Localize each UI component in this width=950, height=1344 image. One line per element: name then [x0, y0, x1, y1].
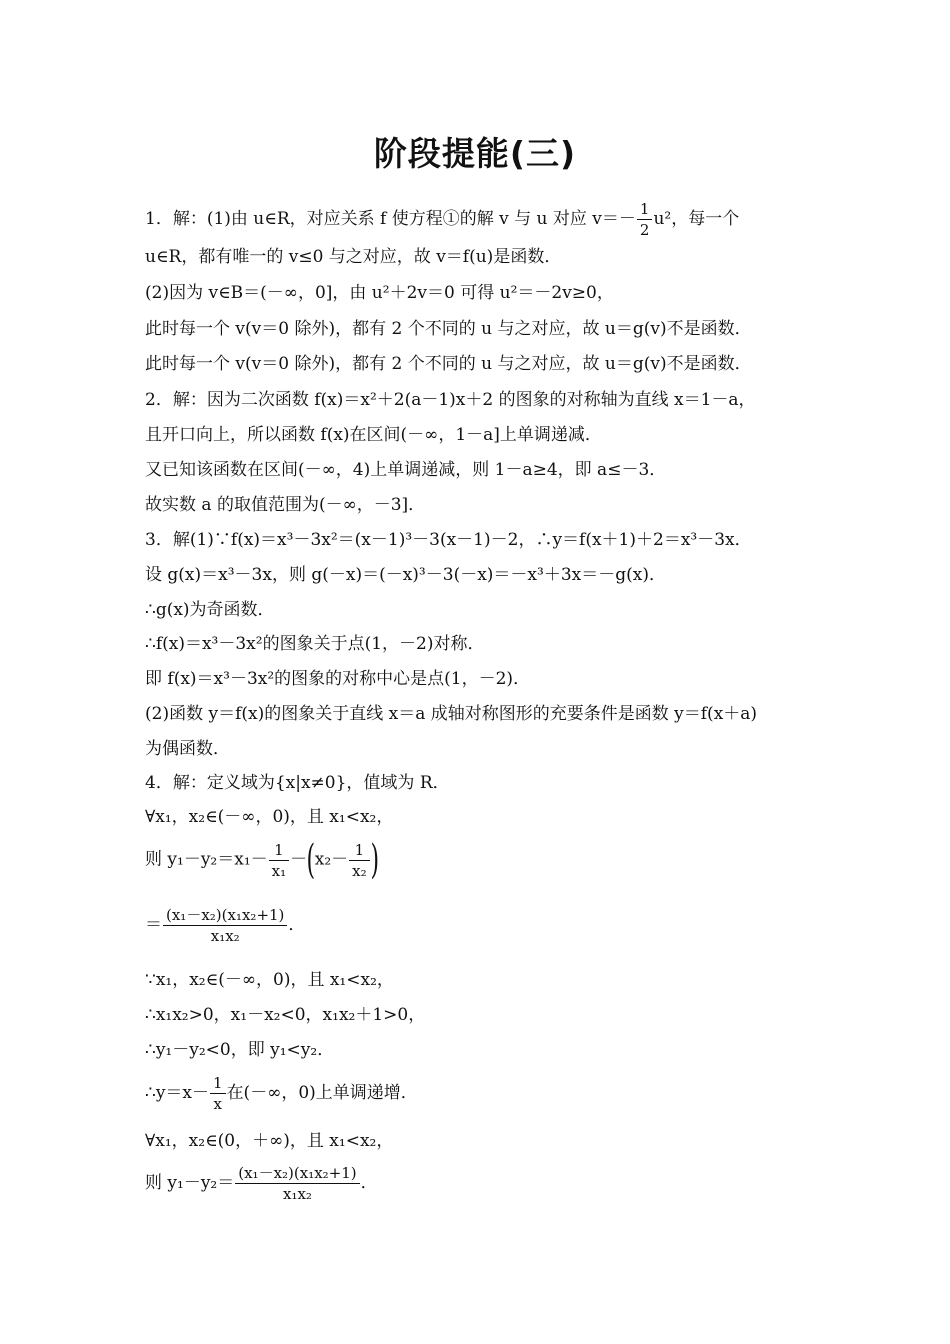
text-line-17: 4．解：定义域为{x|x≠0}，值域为 R．	[145, 773, 450, 793]
line-19-inner-text: x₂－	[314, 849, 349, 870]
line-19-text-a: 则 y₁－y₂＝x₁－	[145, 849, 268, 870]
text-line-16: 为偶函数．	[145, 739, 230, 759]
line-20-text-a: ＝	[145, 915, 162, 935]
text-line-7: 且开口向上，所以函数 f(x)在区间(－∞，1－a]上单调递减．	[145, 425, 602, 445]
text-line-13: ∴f(x)＝x³－3x²的图象关于点(1，－2)对称．	[145, 634, 485, 654]
fraction-numerator: 1	[637, 200, 653, 220]
text-line-20	[145, 906, 825, 945]
text-line-18: ∀x₁，x₂∈(－∞，0)，且 x₁<x₂，	[145, 807, 394, 827]
minus-sign: －	[290, 849, 308, 870]
text-line-1	[145, 200, 825, 239]
text-line-14: 即 f(x)＝x³－3x²的图象的对称中心是点(1，－2)．	[145, 669, 531, 689]
text-line-2: u∈R，都有唯一的 v≤0 与之对应，故 v＝f(u)是函数．	[145, 247, 562, 267]
fraction-denominator: x₁x₂	[210, 927, 240, 945]
text-line-26	[145, 1164, 825, 1203]
text-line-6: 2．解：因为二次函数 f(x)＝x²＋2(a－1)x＋2 的图象的对称轴为直线 x＝1－a，	[145, 390, 756, 410]
fraction-denominator: x₁	[271, 861, 287, 880]
text-line-21: ∵x₁，x₂∈(－∞，0)，且 x₁<x₂，	[145, 970, 394, 990]
text-line-23: ∴y₁－y₂<0，即 y₁<y₂．	[145, 1040, 335, 1060]
text-line-3: (2)因为 v∈B＝(－∞，0]，由 u²＋2v＝0 可得 u²＝－2v≥0，	[145, 283, 614, 303]
fraction-1-over-x	[210, 1074, 226, 1113]
fraction-denominator: x₁x₂	[282, 1185, 312, 1203]
line-20-text-b: ．	[288, 915, 306, 935]
text-line-10: 3．解(1)∵f(x)＝x³－3x²＝(x－1)³－3(x－1)－2，∴y＝f(x＋1)＋2＝x³－3x．	[145, 530, 752, 550]
text-line-12: ∴g(x)为奇函数．	[145, 600, 275, 620]
right-paren: )	[370, 837, 379, 883]
text-line-15: (2)函数 y＝f(x)的图象关于直线 x＝a 成轴对称图形的充要条件是函数 y＝f(x＋a)	[145, 704, 758, 724]
text-line-11: 设 g(x)＝x³－3x，则 g(－x)＝(－x)³－3(－x)＝－x³＋3x＝－g(x)．	[145, 565, 666, 585]
line-1-text-a: 1．解：(1)由 u∈R，对应关系 f 使方程①的解 v 与 u 对应 v＝－	[145, 209, 636, 229]
line-26-text-a: 则 y₁－y₂＝	[145, 1173, 235, 1193]
line-26-text-b: ．	[360, 1173, 378, 1193]
fraction-denominator: x₂	[352, 861, 367, 880]
fraction-numerator: 1	[210, 1074, 226, 1094]
text-line-4: 此时每一个 v(v＝0 除外)，都有 2 个不同的 u 与之对应，故 u＝g(v)不是函数．	[145, 319, 752, 339]
fraction-difference-quotient-2	[235, 1164, 359, 1203]
text-line-25: ∀x₁，x₂∈(0，＋∞)，且 x₁<x₂，	[145, 1131, 394, 1151]
text-line-5: 此时每一个 v(v＝0 除外)，都有 2 个不同的 u 与之对应，故 u＝g(v)不是函数．	[145, 354, 752, 374]
page-title: 阶段提能(三)	[373, 134, 577, 173]
line-1-text-b: u²，每一个	[653, 209, 740, 229]
fraction-denominator: 2	[639, 221, 650, 239]
text-line-24	[145, 1074, 825, 1113]
line-24-text-a: ∴y＝x－	[145, 1083, 210, 1103]
fraction-numerator: (x₁－x₂)(x₁x₂+1)	[163, 906, 287, 926]
text-line-22: ∴x₁x₂>0，x₁－x₂<0，x₁x₂＋1>0，	[145, 1005, 426, 1025]
fraction-denominator: x	[213, 1095, 223, 1113]
line-24-text-b: 在(－∞，0)上单调递增．	[226, 1083, 418, 1103]
left-paren: (	[306, 837, 316, 883]
fraction-1-over-x2	[349, 841, 369, 880]
text-line-9: 故实数 a 的取值范围为(－∞，－3]．	[145, 495, 426, 515]
fraction-numerator: 1	[269, 841, 289, 861]
fraction-one-half	[637, 200, 653, 239]
text-line-8: 又已知该函数在区间(－∞，4)上单调递减，则 1－a≥4，即 a≤－3．	[145, 460, 667, 480]
fraction-numerator: 1	[349, 841, 369, 861]
fraction-numerator: (x₁－x₂)(x₁x₂+1)	[235, 1164, 359, 1184]
text-line-19	[145, 837, 825, 883]
fraction-difference-quotient	[163, 906, 287, 945]
fraction-1-over-x1	[269, 841, 289, 880]
